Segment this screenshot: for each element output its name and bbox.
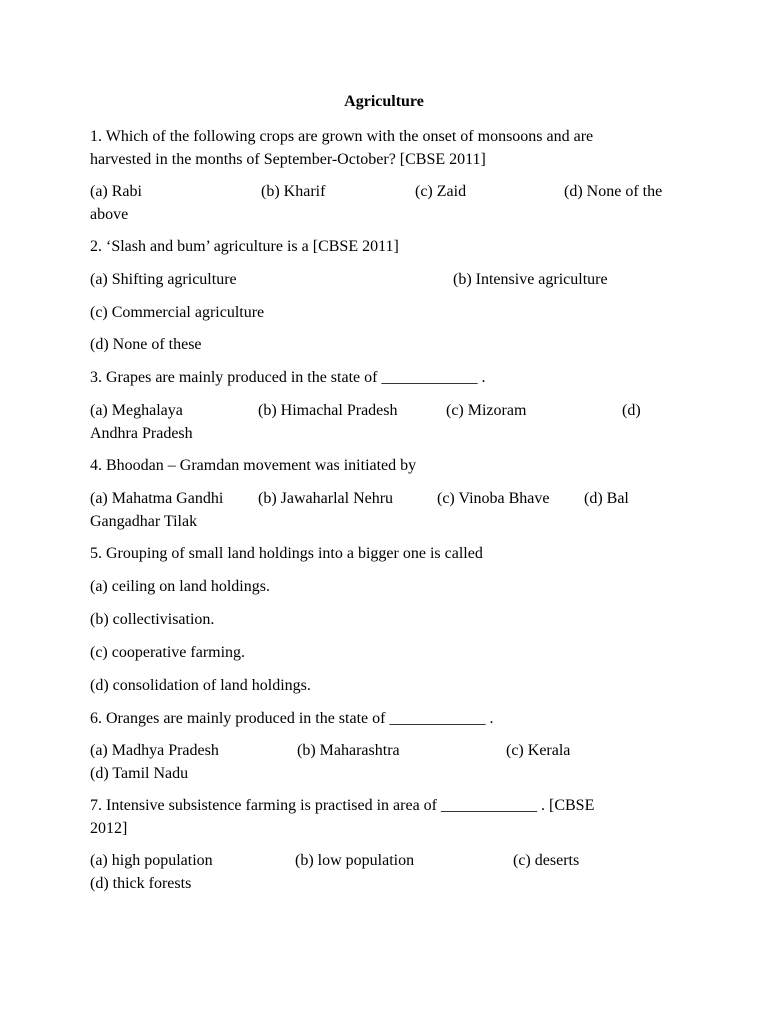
question-4-option-d-continued: Gangadhar Tilak [90,513,198,530]
question-3-option-b: (b) Himachal Pradesh [258,402,398,419]
question-2-option-d: (d) None of these [90,336,202,353]
question-2-option-a: (a) Shifting agriculture [90,271,237,288]
question-4-option-c: (c) Vinoba Bhave [437,490,550,507]
document-title: Agriculture [344,93,424,110]
question-4-option-d: (d) Bal [584,490,629,507]
question-5-option-d: (d) consolidation of land holdings. [90,677,311,694]
question-6-option-d: (d) Tamil Nadu [90,765,189,782]
question-6-option-c: (c) Kerala [506,742,571,759]
question-3-option-d-continued: Andhra Pradesh [90,425,193,442]
question-5-text: 5. Grouping of small land holdings into a bigger one is called [90,545,483,562]
question-1-option-c: (c) Zaid [415,183,467,200]
question-2-option-b: (b) Intensive agriculture [453,271,608,288]
question-1-text-line-1: 1. Which of the following crops are grown with the onset of monsoons and are [90,128,594,145]
question-1-option-d-continued: above [90,206,129,223]
question-6-option-a: (a) Madhya Pradesh [90,742,219,759]
question-6-option-b: (b) Maharashtra [297,742,400,759]
question-1-option-a: (a) Rabi [90,183,142,200]
question-7-option-a: (a) high population [90,852,213,869]
question-7-text-line-1: 7. Intensive subsistence farming is practised in area of ____________ . [CBSE [90,797,595,814]
question-1-option-b: (b) Kharif [261,183,326,200]
question-4-option-b: (b) Jawaharlal Nehru [258,490,394,507]
question-7-option-d: (d) thick forests [90,875,192,892]
question-3-option-d: (d) [622,402,641,419]
question-3-option-c: (c) Mizoram [446,402,527,419]
question-7-option-b: (b) low population [295,852,415,869]
question-4-text: 4. Bhoodan – Gramdan movement was initiated by [90,457,417,474]
question-5-option-c: (c) cooperative farming. [90,644,246,661]
question-2-option-c: (c) Commercial agriculture [90,304,265,321]
question-1-option-d: (d) None of the [564,183,663,200]
question-4-option-a: (a) Mahatma Gandhi [90,490,224,507]
question-7-option-c: (c) deserts [513,852,580,869]
question-6-text: 6. Oranges are mainly produced in the state of ____________ . [90,710,494,727]
question-5-option-a: (a) ceiling on land holdings. [90,578,270,595]
question-2-text: 2. ‘Slash and bum’ agriculture is a [CBSE 2011] [90,238,399,255]
question-3-text: 3. Grapes are mainly produced in the state of ____________ . [90,369,486,386]
question-3-option-a: (a) Meghalaya [90,402,183,419]
question-1-text-line-2: harvested in the months of September-October? [CBSE 2011] [90,151,486,168]
question-5-option-b: (b) collectivisation. [90,611,215,628]
question-7-text-line-2: 2012] [90,820,128,837]
